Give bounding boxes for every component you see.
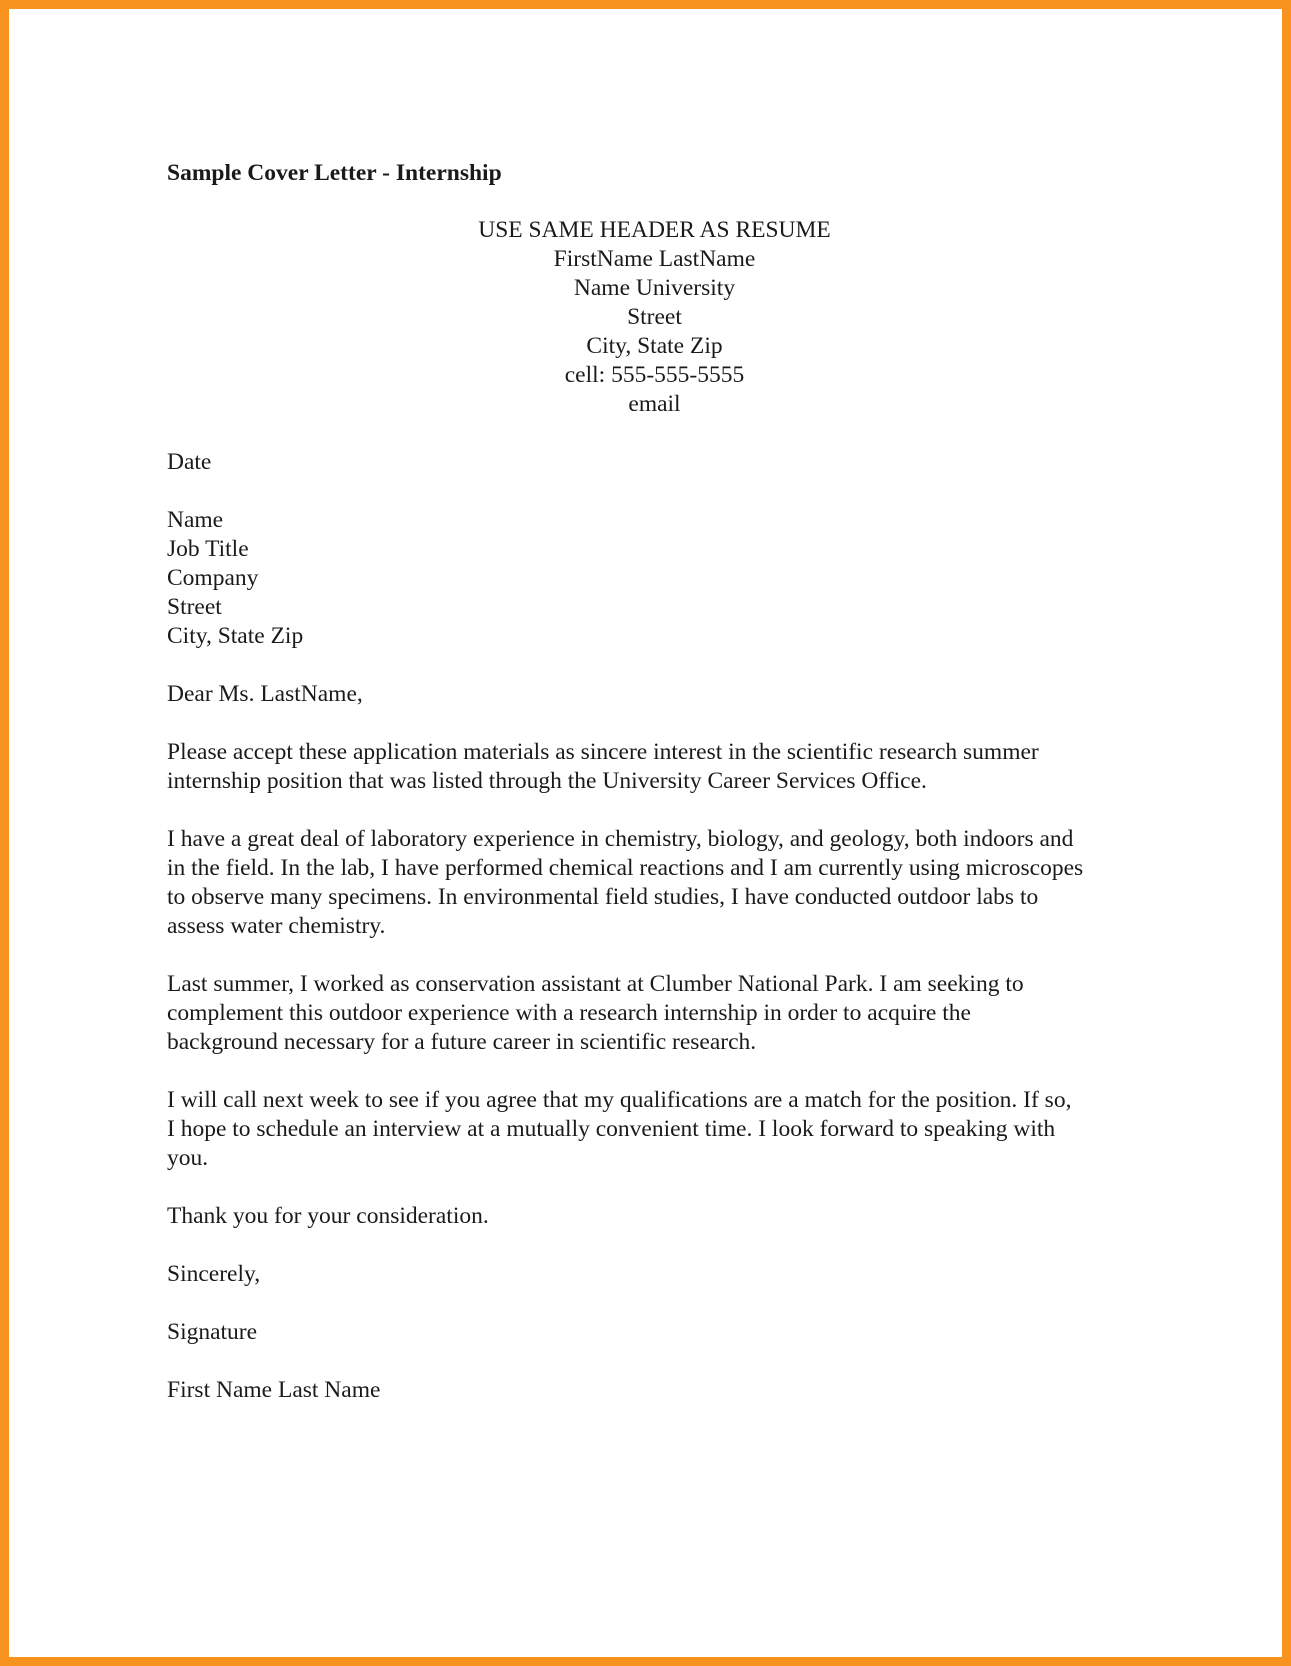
paragraph-line: to observe many specimens. In environmental field studies, I have conducted outdoor labs to [167,884,1039,910]
body-paragraph [167,970,1147,1057]
paragraph-line: I will call next week to see if you agree that my qualifications are a match for the position. If so, [167,1087,1072,1113]
paragraph-line: Please accept these application materials as sincere interest in the scientific research summer [167,739,1039,765]
body-paragraph [167,1086,1147,1173]
body-paragraph [167,825,1147,941]
document-title: Sample Cover Letter - Internship [167,160,502,186]
paragraph-line: internship position that was listed through the University Career Services Office. [167,768,927,794]
header-sender-name: FirstName LastName [553,246,756,272]
body-paragraph [167,738,1147,796]
letter-page [167,159,1147,1405]
letter-date: Date [167,449,212,475]
salutation-block [167,680,1147,709]
signer-block [167,1376,1147,1405]
header-email: email [628,391,681,417]
header-cell: cell: 555-555-5555 [564,362,745,388]
recipient-block [167,506,1147,651]
date-block [167,448,1147,477]
thanks-line: Thank you for your consideration. [167,1203,489,1229]
paragraph-line: background necessary for a future career in scientific research. [167,1029,757,1055]
recipient-name: Name [167,507,224,533]
letter-header [167,216,1142,419]
recipient-company: Company [167,565,259,591]
thanks-block [167,1202,1147,1231]
header-university: Name University [573,275,736,301]
recipient-job-title: Job Title [167,536,249,562]
header-street: Street [627,304,682,330]
paragraph-line: Last summer, I worked as conservation assistant at Clumber National Park. I am seeking to [167,971,1024,997]
header-city-state-zip: City, State Zip [586,333,723,359]
closing: Sincerely, [167,1261,261,1287]
salutation: Dear Ms. LastName, [167,681,363,707]
paragraph-line: complement this outdoor experience with a research internship in order to acquire the [167,1000,971,1026]
paragraph-line: assess water chemistry. [167,913,386,939]
paragraph-line: I have a great deal of laboratory experience in chemistry, biology, and geology, both indoors and [167,826,1074,852]
signature-block [167,1318,1147,1347]
paragraph-line: you. [167,1145,209,1171]
recipient-city-state-zip: City, State Zip [167,623,304,649]
signature: Signature [167,1319,258,1345]
header-note: USE SAME HEADER AS RESUME [478,217,831,243]
signer-name: First Name Last Name [167,1377,381,1403]
closing-block [167,1260,1147,1289]
paragraph-line: I hope to schedule an interview at a mutually convenient time. I look forward to speaking with [167,1116,1056,1142]
recipient-street: Street [167,594,222,620]
paragraph-line: in the field. In the lab, I have performed chemical reactions and I am currently using microscopes [167,855,1084,881]
